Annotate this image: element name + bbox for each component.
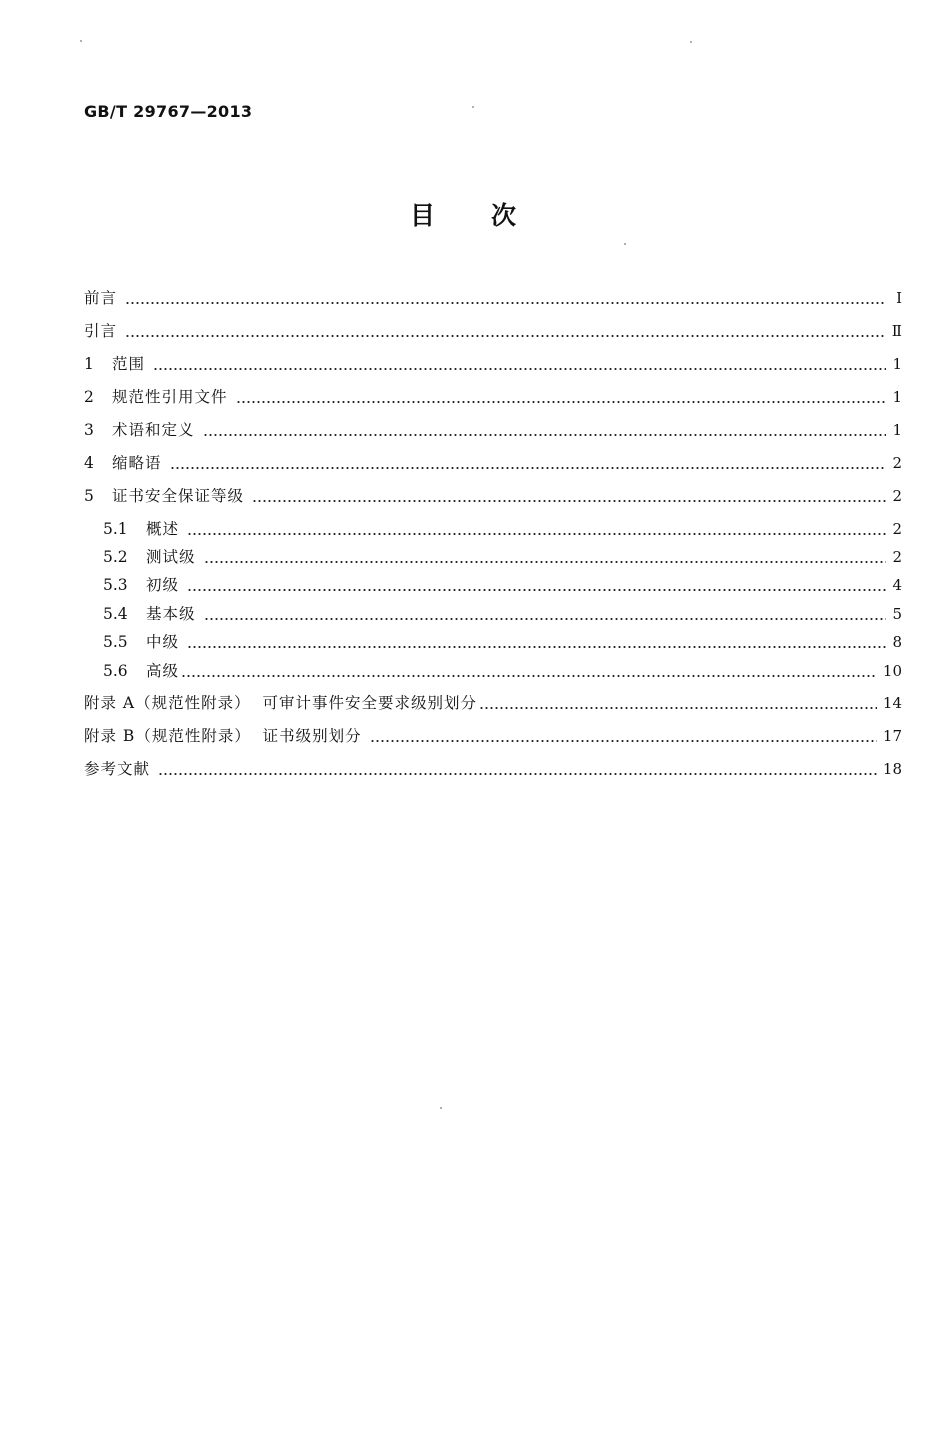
toc-entry-1[interactable]: [84, 350, 902, 374]
scan-speck: [472, 106, 474, 108]
toc-entry-page: 2: [892, 520, 902, 538]
toc-entry-page: 2: [892, 454, 902, 472]
toc-entry-label: 附录 B（规范性附录） 证书级别划分: [84, 727, 362, 745]
toc-entry-2[interactable]: [84, 383, 902, 407]
dot-leader: [125, 321, 886, 341]
toc-title: 目次: [409, 201, 572, 230]
toc-entry-number: 2: [84, 388, 94, 406]
toc-entry-number: 4: [84, 454, 94, 472]
toc-entry-number: 5.1: [103, 520, 128, 538]
dot-leader: [203, 420, 886, 440]
toc-entry-page: Ⅱ: [891, 322, 902, 340]
document-code: GB/T 29767—2013: [84, 102, 253, 121]
toc-entry-page: Ⅰ: [896, 289, 902, 307]
toc-entry-label: 前言: [84, 289, 118, 307]
toc-entry-number: 5: [84, 487, 94, 505]
toc-entry-number: 5.4: [103, 605, 128, 623]
scan-speck: [690, 41, 692, 43]
toc-entry-label: 证书安全保证等级: [112, 487, 245, 505]
toc-entry-5-1[interactable]: [103, 515, 902, 539]
dot-leader: [158, 759, 877, 779]
toc-entry-5[interactable]: [84, 482, 902, 506]
toc-entry-number: 5.2: [103, 548, 128, 566]
dot-leader: [204, 547, 886, 567]
toc-entry-bibliography[interactable]: [84, 755, 902, 779]
toc-entry-5-4[interactable]: [103, 600, 902, 624]
dot-leader: [187, 519, 886, 539]
toc-entry-page: 18: [882, 760, 902, 778]
toc-entry-number: 5.5: [103, 633, 128, 651]
toc-entry-label: 概述: [146, 520, 180, 538]
toc-entry-3[interactable]: [84, 416, 902, 440]
dot-leader: [170, 453, 886, 473]
toc-entry-label: 基本级: [146, 605, 196, 623]
dot-leader: [181, 661, 877, 681]
dot-leader: [204, 604, 886, 624]
toc-entry-number: 3: [84, 421, 94, 439]
scan-speck: [624, 243, 626, 245]
toc-entry-label: 参考文献: [84, 760, 151, 778]
toc-entry-page: 2: [892, 548, 902, 566]
toc-entry-number: 5.6: [103, 662, 128, 680]
toc-entry-introduction[interactable]: [84, 317, 902, 341]
toc-entry-page: 1: [892, 421, 902, 439]
toc-entry-label: 初级: [146, 576, 180, 594]
scan-speck: [80, 40, 82, 42]
dot-leader: [187, 632, 886, 652]
toc-entry-page: 2: [892, 487, 902, 505]
toc-entry-label: 测试级: [146, 548, 196, 566]
toc-entry-number: 5.3: [103, 576, 128, 594]
toc-entry-annex-a[interactable]: [84, 689, 902, 713]
toc-entry-label: 规范性引用文件: [112, 388, 228, 406]
toc-entry-annex-b[interactable]: [84, 722, 902, 746]
toc-entry-label: 高级: [146, 662, 180, 680]
toc-entry-foreword[interactable]: [84, 284, 902, 308]
dot-leader: [479, 693, 877, 713]
toc-entry-5-2[interactable]: [103, 543, 902, 567]
toc-entry-5-6[interactable]: [103, 657, 902, 681]
toc-entry-page: 17: [882, 727, 902, 745]
scan-speck: [440, 1107, 442, 1109]
toc-entry-page: 10: [882, 662, 902, 680]
dot-leader: [125, 288, 886, 308]
dot-leader: [236, 387, 886, 407]
toc-entry-page: 14: [882, 694, 902, 712]
toc-entry-number: 1: [84, 355, 94, 373]
toc-entry-label: 附录 A（规范性附录） 可审计事件安全要求级别划分: [84, 694, 477, 712]
dot-leader: [153, 354, 886, 374]
toc-entry-label: 术语和定义: [112, 421, 195, 439]
toc-entry-page: 1: [892, 388, 902, 406]
toc-entry-label: 缩略语: [112, 454, 162, 472]
toc-entry-label: 中级: [146, 633, 180, 651]
dot-leader: [370, 726, 877, 746]
toc-entry-label: 范围: [112, 355, 146, 373]
toc-entry-4[interactable]: [84, 449, 902, 473]
toc-entry-page: 8: [892, 633, 902, 651]
toc-entry-5-5[interactable]: [103, 628, 902, 652]
dot-leader: [252, 486, 886, 506]
toc-entry-page: 1: [892, 355, 902, 373]
toc-entry-label: 引言: [84, 322, 118, 340]
toc-entry-page: 4: [892, 576, 902, 594]
toc-entry-page: 5: [892, 605, 902, 623]
dot-leader: [187, 575, 886, 595]
toc-entry-5-3[interactable]: [103, 571, 902, 595]
